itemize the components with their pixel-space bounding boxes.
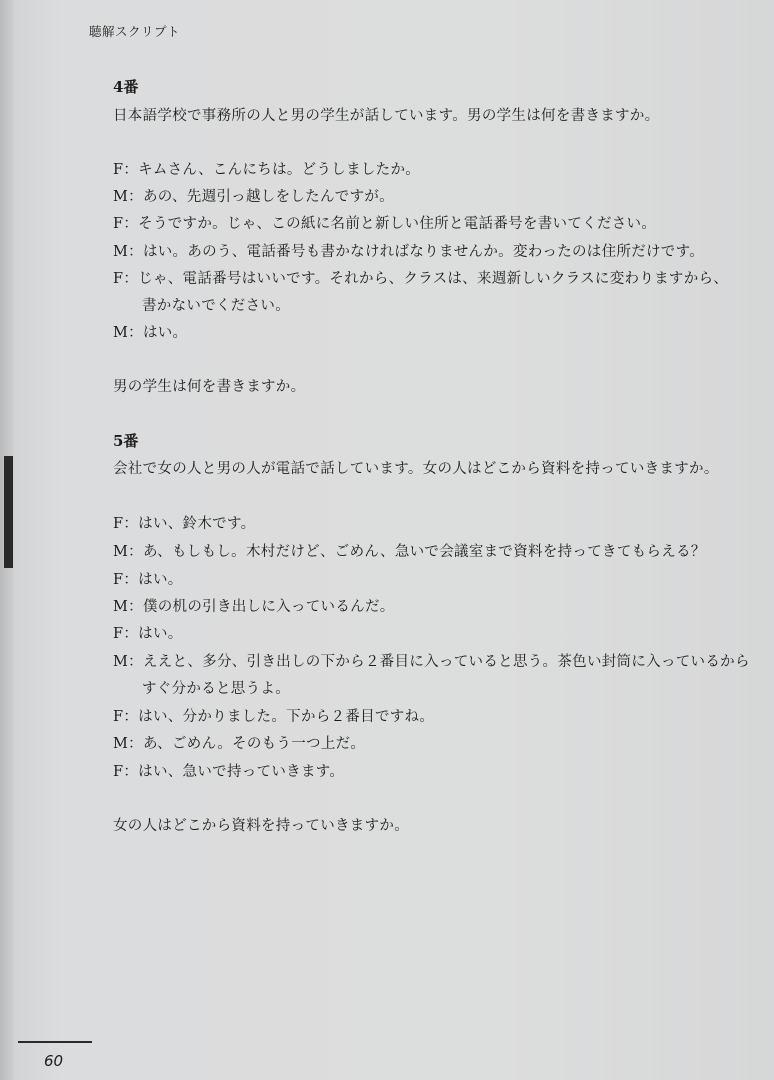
dialogue-line: F：はい、分かりました。下から２番目ですね。: [113, 709, 435, 725]
dialogue-line: F：はい。: [113, 626, 183, 642]
dialogue-line: M：あ、もしもし。木村だけど、ごめん、急いで会議室まで資料を持ってきてもらえる？: [113, 544, 706, 560]
page-number: 60: [44, 1052, 64, 1070]
dialogue-line: M：あ、ごめん。そのもう一つ上だ。: [113, 736, 366, 752]
dialogue-line: F：はい。: [113, 572, 183, 588]
footer-rule: [18, 1041, 92, 1043]
dialogue-line: F：キムさん、こんにちは。どうしましたか。: [113, 162, 421, 178]
dialogue-line-continuation: 書かないでください。: [142, 298, 290, 314]
section-4-number: 4番: [113, 78, 139, 96]
dialogue-line: M：はい。あのう、電話番号も書かなければなりませんか。変わったのは住所だけです。: [113, 244, 705, 260]
section-4-intro: 日本語学校で事務所の人と男の学生が話しています。男の学生は何を書きますか。: [113, 108, 660, 124]
dialogue-line: M：ええと、多分、引き出しの下から２番目に入っていると思う。茶色い封筒に入っているから: [113, 654, 750, 670]
section-5-question: 女の人はどこから資料を持っていきますか。: [113, 818, 409, 834]
dialogue-line: F：はい、鈴木です。: [113, 516, 256, 532]
dialogue-line: M：はい。: [113, 325, 188, 341]
section-4-question: 男の学生は何を書きますか。: [113, 379, 306, 395]
dialogue-line: F：そうですか。じゃ、この紙に名前と新しい住所と電話番号を書いてください。: [113, 216, 657, 232]
section-5-intro: 会社で女の人と男の人が電話で話しています。女の人はどこから資料を持っていきますか。: [113, 461, 719, 477]
chapter-tab-marker: [4, 456, 13, 568]
dialogue-line: M：僕の机の引き出しに入っているんだ。: [113, 599, 395, 615]
dialogue-line: F：じゃ、電話番号はいいです。それから、クラスは、来週新しいクラスに変わりますから、: [113, 271, 729, 287]
section-5-number: 5番: [113, 432, 139, 450]
running-header: 聴解スクリプト: [89, 24, 181, 39]
dialogue-line: F：はい、急いで持っていきます。: [113, 764, 345, 780]
dialogue-line: M：あの、先週引っ越しをしたんですが。: [113, 189, 394, 205]
dialogue-line-continuation: すぐ分かると思うよ。: [142, 681, 290, 697]
